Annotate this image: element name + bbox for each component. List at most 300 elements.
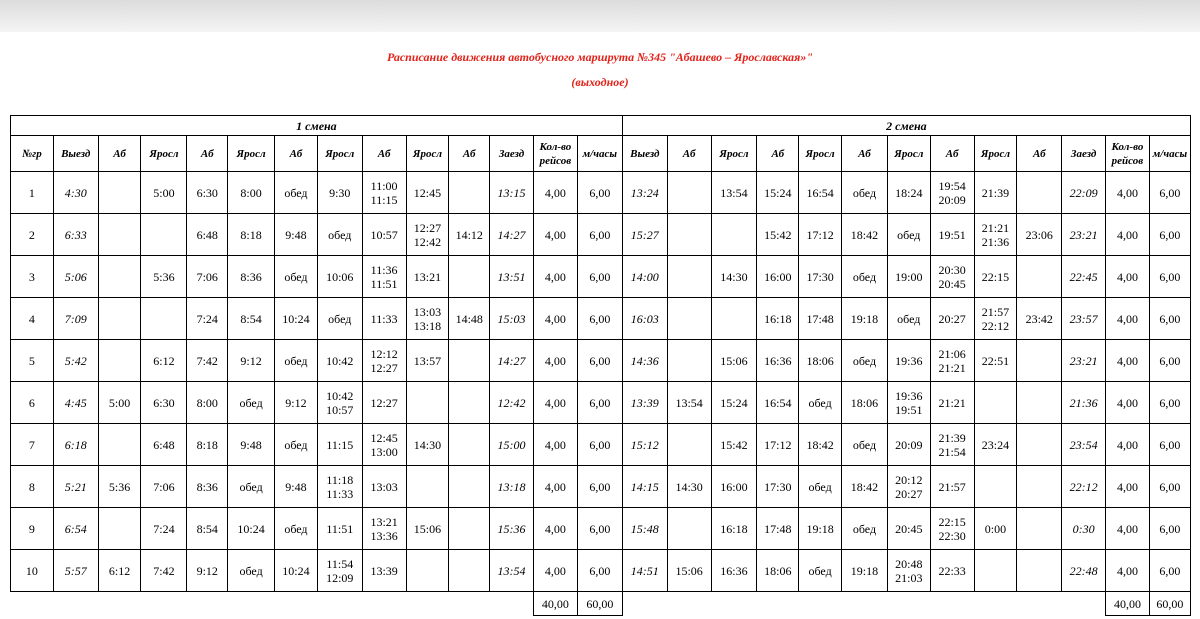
column-header-yar: Яросл [887,136,930,172]
table-cell: 17:48 [757,508,799,550]
table-cell: 7:06 [187,256,228,298]
table-cell: 6:48 [141,424,187,466]
table-cell: 4,00 [1106,340,1150,382]
table-cell: 8 [11,466,54,508]
table-cell [667,508,711,550]
table-cell: 18:42 [842,466,888,508]
table-cell: 13:57 [406,340,449,382]
table-cell: 22:15 [974,256,1017,298]
table-cell: 18:06 [757,550,799,592]
table-cell: 16:54 [757,382,799,424]
table-cell: 21:36 [1062,382,1106,424]
table-cell [1017,466,1062,508]
table-cell: обед [842,424,888,466]
table-cell: 19:00 [887,256,930,298]
table-cell: 17:12 [799,214,842,256]
table-cell: 5:00 [98,382,141,424]
table-cell: 6 [11,382,54,424]
table-cell: 6:12 [98,550,141,592]
table-cell: 13:54 [490,550,534,592]
table-cell: 6,00 [1149,298,1190,340]
table-cell: 18:42 [842,214,888,256]
table-cell: 0:30 [1062,508,1106,550]
table-cell: 4,00 [533,466,577,508]
browser-top-bar [0,0,1200,32]
table-cell: 11:00 11:15 [362,172,406,214]
table-cell: 5:36 [98,466,141,508]
table-cell: обед [887,214,930,256]
table-cell: 4,00 [1106,550,1150,592]
table-cell: 10:42 [317,340,362,382]
table-cell [449,340,490,382]
table-cell: 6,00 [577,256,622,298]
table-cell: 13:54 [667,382,711,424]
table-row [11,256,1191,298]
table-row [11,382,1191,424]
table-cell: 21:39 21:54 [930,424,974,466]
table-cell: 4,00 [1106,214,1150,256]
shift-row [11,116,1191,136]
table-cell: обед [228,466,275,508]
table-cell: 6,00 [577,214,622,256]
table-cell: 8:00 [187,382,228,424]
table-cell: 21:39 [974,172,1017,214]
table-cell: 21:21 21:36 [974,214,1017,256]
shift-2-header: 2 смена [622,116,1190,136]
table-cell: 9 [11,508,54,550]
table-cell: 23:42 [1017,298,1062,340]
table-cell: 4,00 [533,550,577,592]
table-cell: 4,00 [1106,298,1150,340]
column-header-yar: Яросл [799,136,842,172]
table-cell [98,340,141,382]
table-cell: 22:48 [1062,550,1106,592]
table-cell: 13:15 [490,172,534,214]
table-cell: 6,00 [577,550,622,592]
table-cell: 5:21 [53,466,98,508]
table-cell: 6,00 [1149,424,1190,466]
table-cell: 6,00 [577,424,622,466]
column-header-ab: Аб [667,136,711,172]
table-cell: 15:42 [711,424,757,466]
table-cell: 23:21 [1062,340,1106,382]
total-hours-shift-2: 60,00 [1149,592,1190,616]
table-row [11,340,1191,382]
table-cell: 14:27 [490,214,534,256]
table-cell: 7:09 [53,298,98,340]
table-cell: 6,00 [577,340,622,382]
table-row [11,172,1191,214]
column-header-hours: м/часы [1149,136,1190,172]
table-cell: 7:06 [141,466,187,508]
table-cell: 4,00 [1106,382,1150,424]
table-cell: 7:24 [187,298,228,340]
table-cell [449,508,490,550]
table-cell [1017,340,1062,382]
table-cell: 12:42 [490,382,534,424]
table-cell: 15:06 [711,340,757,382]
total-trips-shift-1: 40,00 [533,592,577,616]
table-cell: 8:36 [187,466,228,508]
table-cell: 22:33 [930,550,974,592]
table-cell: 16:18 [711,508,757,550]
table-cell: 18:06 [799,340,842,382]
table-cell: 5 [11,340,54,382]
table-cell: 4,00 [1106,256,1150,298]
table-cell: 6:30 [187,172,228,214]
column-header-trips: Кол-во рейсов [533,136,577,172]
column-header-yar: Яросл [228,136,275,172]
table-cell [1017,424,1062,466]
table-cell: обед [275,424,318,466]
table-row [11,550,1191,592]
table-cell: 19:51 [930,214,974,256]
table-cell: 5:06 [53,256,98,298]
table-cell: 6,00 [1149,214,1190,256]
table-cell: обед [275,256,318,298]
table-cell: 6:30 [141,382,187,424]
table-cell: 4:30 [53,172,98,214]
table-cell: 14:30 [667,466,711,508]
table-cell: 15:00 [490,424,534,466]
table-cell [667,424,711,466]
table-cell: 7:42 [141,550,187,592]
table-cell: 23:24 [974,424,1017,466]
table-cell [711,214,757,256]
table-cell: 14:12 [449,214,490,256]
table-cell: 1 [11,172,54,214]
table-cell: 12:45 [406,172,449,214]
table-cell [1017,508,1062,550]
table-cell: 4,00 [533,172,577,214]
column-header-ab: Аб [1017,136,1062,172]
table-cell: 6,00 [1149,508,1190,550]
table-cell [141,298,187,340]
table-cell: 9:48 [275,466,318,508]
table-cell: 22:51 [974,340,1017,382]
column-header-yar: Яросл [974,136,1017,172]
table-cell: 6,00 [1149,550,1190,592]
table-cell: обед [275,340,318,382]
table-cell: обед [228,382,275,424]
column-header-ab: Аб [757,136,799,172]
table-cell: 15:12 [622,424,667,466]
table-cell: 14:48 [449,298,490,340]
column-header-arrive: Заезд [490,136,534,172]
table-cell: 15:06 [667,550,711,592]
table-cell: 6,00 [577,466,622,508]
table-cell [667,298,711,340]
table-cell: 5:00 [141,172,187,214]
table-cell: 3 [11,256,54,298]
table-cell: 10:24 [275,298,318,340]
table-cell: 9:30 [317,172,362,214]
table-cell: 16:03 [622,298,667,340]
table-cell: 12:27 12:42 [406,214,449,256]
table-cell: 4,00 [533,508,577,550]
table-cell: 14:27 [490,340,534,382]
table-cell: обед [799,550,842,592]
column-header-trips: Кол-во рейсов [1106,136,1150,172]
column-header-ab: Аб [275,136,318,172]
table-cell: 14:36 [622,340,667,382]
table-cell: 22:45 [1062,256,1106,298]
table-cell: 11:33 [362,298,406,340]
schedule-subtitle: (выходное) [571,75,629,89]
table-cell [449,382,490,424]
table-cell: 12:12 12:27 [362,340,406,382]
table-cell: 21:21 [930,382,974,424]
table-cell: обед [317,298,362,340]
table-cell: 14:00 [622,256,667,298]
table-cell: 6,00 [1149,382,1190,424]
column-header-arrive: Заезд [1062,136,1106,172]
table-cell: 8:36 [228,256,275,298]
table-cell: 17:30 [757,466,799,508]
table-cell: 10:42 10:57 [317,382,362,424]
table-cell [1017,550,1062,592]
table-cell: 14:15 [622,466,667,508]
table-cell: 8:18 [187,424,228,466]
table-cell: 5:36 [141,256,187,298]
table-cell: 16:00 [757,256,799,298]
table-cell: 14:30 [406,424,449,466]
table-cell: 6:33 [53,214,98,256]
table-cell: обед [842,508,888,550]
table-cell [711,298,757,340]
column-header-ab: Аб [98,136,141,172]
table-cell: 18:06 [842,382,888,424]
table-cell: 6,00 [1149,466,1190,508]
table-cell: 4,00 [533,214,577,256]
column-header-depart: Выезд [53,136,98,172]
table-cell: 20:45 [887,508,930,550]
column-header-yar: Яросл [406,136,449,172]
table-cell: 23:21 [1062,214,1106,256]
table-cell [98,508,141,550]
table-cell: 6,00 [1149,172,1190,214]
table-cell: 19:18 [799,508,842,550]
table-cell: 4,00 [1106,172,1150,214]
table-cell [98,298,141,340]
table-cell: обед [842,172,888,214]
table-cell [98,256,141,298]
table-cell [449,466,490,508]
table-cell: 6,00 [577,508,622,550]
table-cell: 4,00 [533,382,577,424]
table-cell: 6:54 [53,508,98,550]
table-cell: обед [275,508,318,550]
table-cell: 15:27 [622,214,667,256]
table-cell: 20:09 [887,424,930,466]
table-cell: 5:57 [53,550,98,592]
table-cell: 9:48 [275,214,318,256]
totals-row [11,592,1191,616]
table-cell: 22:15 22:30 [930,508,974,550]
table-cell: 16:36 [757,340,799,382]
totals-gap [11,592,534,616]
table-cell [449,256,490,298]
table-cell: 8:54 [187,508,228,550]
table-cell: 13:54 [711,172,757,214]
table-cell [667,172,711,214]
table-cell: 23:57 [1062,298,1106,340]
column-header-ab: Аб [930,136,974,172]
table-cell [98,424,141,466]
column-header-ab: Аб [187,136,228,172]
table-cell: 8:18 [228,214,275,256]
column-header-no: №гр [11,136,54,172]
table-cell: 20:12 20:27 [887,466,930,508]
table-cell: 11:36 11:51 [362,256,406,298]
table-cell: 15:24 [757,172,799,214]
table-cell: 15:24 [711,382,757,424]
table-cell: 4,00 [1106,424,1150,466]
table-cell: 9:48 [228,424,275,466]
table-cell: обед [317,214,362,256]
table-row [11,508,1191,550]
table-cell [406,466,449,508]
column-header-yar: Яросл [317,136,362,172]
table-cell: 21:57 [930,466,974,508]
table-cell [974,466,1017,508]
table-cell: 13:03 13:18 [406,298,449,340]
total-trips-shift-2: 40,00 [1106,592,1150,616]
table-cell: 7 [11,424,54,466]
table-cell: 11:51 [317,508,362,550]
table-cell: 6,00 [1149,256,1190,298]
table-cell: 12:27 [362,382,406,424]
table-cell: 19:36 19:51 [887,382,930,424]
table-cell: 8:00 [228,172,275,214]
table-cell: 10:24 [275,550,318,592]
totals-gap [622,592,1105,616]
table-cell: 8:54 [228,298,275,340]
table-cell: 16:18 [757,298,799,340]
column-header-yar: Яросл [141,136,187,172]
table-cell: 10:24 [228,508,275,550]
table-cell: 4,00 [533,424,577,466]
table-cell: 6:48 [187,214,228,256]
table-cell [667,256,711,298]
table-cell: 21:06 21:21 [930,340,974,382]
table-cell: 13:21 13:36 [362,508,406,550]
table-cell: 2 [11,214,54,256]
table-cell: 10:06 [317,256,362,298]
column-header-hours: м/часы [577,136,622,172]
table-cell: 19:36 [887,340,930,382]
table-cell: 19:18 [842,298,888,340]
table-cell [667,214,711,256]
table-cell: 15:36 [490,508,534,550]
table-cell: обед [887,298,930,340]
table-cell: обед [275,172,318,214]
table-cell: 15:03 [490,298,534,340]
table-cell [98,214,141,256]
table-cell [449,550,490,592]
table-cell: 11:54 12:09 [317,550,362,592]
table-cell: 11:15 [317,424,362,466]
shift-1-header: 1 смена [11,116,623,136]
table-cell: обед [842,340,888,382]
table-cell [406,550,449,592]
table-cell: 23:06 [1017,214,1062,256]
table-cell [1017,256,1062,298]
table-cell: 9:12 [228,340,275,382]
table-cell: 5:42 [53,340,98,382]
table-cell: 0:00 [974,508,1017,550]
column-header-yar: Яросл [711,136,757,172]
table-cell: 22:12 [1062,466,1106,508]
table-cell: 20:30 20:45 [930,256,974,298]
table-cell: 23:54 [1062,424,1106,466]
table-cell [667,340,711,382]
table-cell: 16:54 [799,172,842,214]
table-cell: 20:48 21:03 [887,550,930,592]
schedule-title: Расписание движения автобусного маршрута №345 "Абашево – Ярославская»" [386,50,814,64]
table-cell: 13:24 [622,172,667,214]
column-header-depart: Выезд [622,136,667,172]
table-cell: 17:48 [799,298,842,340]
column-header-ab: Аб [362,136,406,172]
column-header-ab: Аб [842,136,888,172]
table-row [11,424,1191,466]
table-cell: 9:12 [187,550,228,592]
table-cell: 7:24 [141,508,187,550]
table-cell: 17:12 [757,424,799,466]
table-cell: 6,00 [577,298,622,340]
table-cell [449,424,490,466]
table-cell: 11:18 11:33 [317,466,362,508]
table-cell: 13:39 [362,550,406,592]
table-cell: 6:18 [53,424,98,466]
table-cell [1017,172,1062,214]
table-cell: 15:48 [622,508,667,550]
table-cell: 9:12 [275,382,318,424]
table-cell: 13:21 [406,256,449,298]
table-cell: обед [799,466,842,508]
total-hours-shift-1: 60,00 [577,592,622,616]
table-cell: 17:30 [799,256,842,298]
table-cell: 14:51 [622,550,667,592]
table-cell: 22:09 [1062,172,1106,214]
table-cell: 18:42 [799,424,842,466]
table-cell: 15:06 [406,508,449,550]
table-cell [974,382,1017,424]
table-cell: 14:30 [711,256,757,298]
table-cell: 10 [11,550,54,592]
table-cell: 6,00 [1149,340,1190,382]
table-cell: обед [842,256,888,298]
table-cell [406,382,449,424]
table-cell [141,214,187,256]
table-cell: 13:39 [622,382,667,424]
schedule-table [10,115,1191,616]
table-cell: 16:00 [711,466,757,508]
table-cell: 4,00 [533,298,577,340]
table-cell: 21:57 22:12 [974,298,1017,340]
table-cell: 6,00 [577,172,622,214]
table-cell: 13:18 [490,466,534,508]
table-cell: обед [228,550,275,592]
table-row [11,298,1191,340]
table-cell: 4 [11,298,54,340]
column-header-row [11,136,1191,172]
table-row [11,466,1191,508]
table-cell: 16:36 [711,550,757,592]
table-cell: 4:45 [53,382,98,424]
table-cell: 18:24 [887,172,930,214]
